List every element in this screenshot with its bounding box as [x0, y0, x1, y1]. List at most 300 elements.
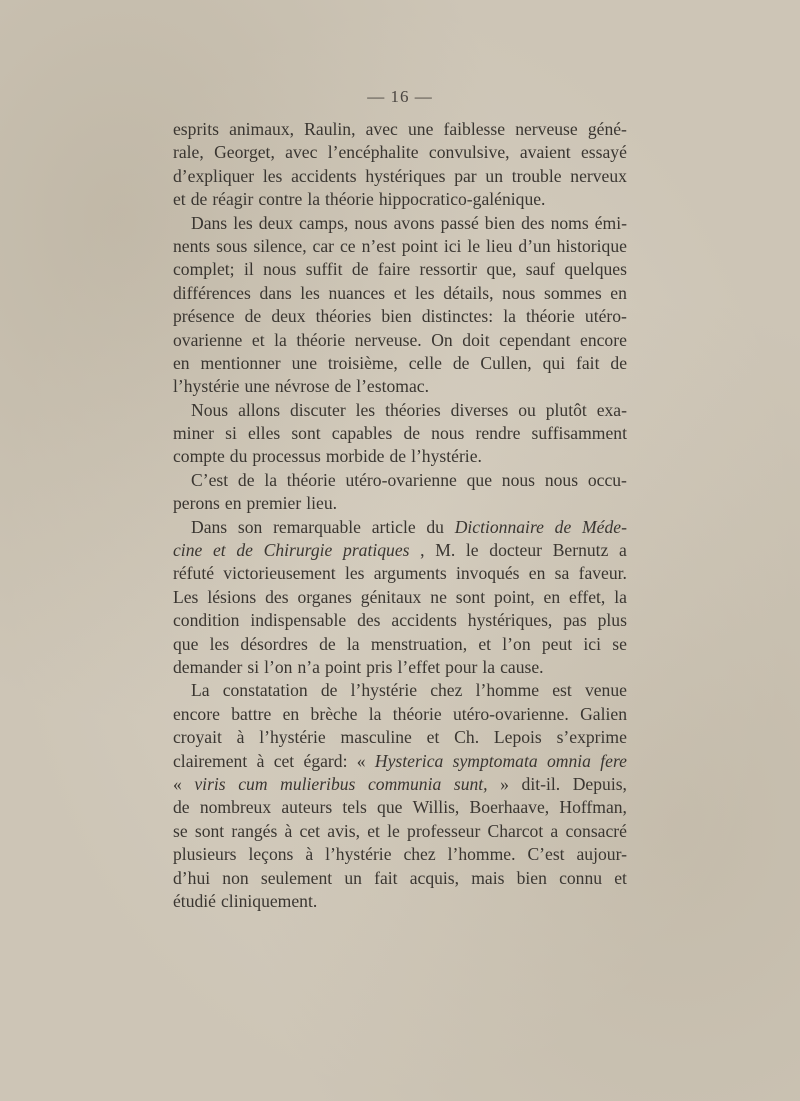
word: animaux, [229, 119, 295, 139]
word: les [344, 563, 365, 584]
word: constatation [222, 680, 308, 701]
word: compte [173, 446, 225, 467]
word: utéro-ovarienne [345, 469, 457, 490]
word: Lepois [493, 727, 542, 748]
word: d’hui [173, 867, 211, 888]
word: tels [342, 797, 367, 818]
text-line [173, 492, 627, 515]
word: en [610, 282, 627, 303]
word: nerveux [570, 165, 627, 186]
word: brèche [310, 703, 358, 724]
word: chez [430, 680, 463, 701]
word: clairement [173, 750, 248, 771]
word: doit [462, 329, 490, 350]
word: deux [258, 212, 293, 233]
word: Cullen, [480, 352, 532, 373]
word: symptomata [452, 750, 538, 771]
word: détails, [443, 282, 494, 303]
word: faiblesse [443, 119, 506, 139]
word: arguments [373, 563, 447, 584]
word: le [465, 540, 479, 561]
word: convulsive, [428, 142, 510, 163]
word: point, [494, 586, 535, 607]
text-line [173, 329, 627, 352]
word: génitaux [360, 586, 422, 607]
word: de [351, 259, 369, 280]
word: et [393, 282, 407, 303]
word: distinctes: [421, 306, 494, 327]
text-line [173, 867, 627, 890]
word: nous [502, 282, 536, 303]
word: mentionner [200, 352, 281, 373]
word: faveur. [578, 563, 627, 584]
word: Hysterica [374, 750, 444, 771]
word: Ch. [454, 727, 480, 748]
word: une [244, 376, 270, 397]
word: réfuté [173, 563, 215, 584]
word: trouble [511, 165, 562, 186]
word: géné- [587, 119, 627, 139]
word: le [467, 235, 481, 256]
word: désordres [240, 633, 308, 654]
word: des [521, 212, 545, 233]
word: de [236, 540, 253, 561]
word: « [173, 773, 182, 794]
word: il [243, 259, 254, 280]
word: sont [194, 820, 225, 841]
word: émi- [594, 212, 627, 233]
word: d’un [518, 235, 551, 256]
word: par [454, 165, 477, 186]
word: hippocratico-galénique. [378, 189, 546, 210]
word: nous [544, 469, 579, 490]
word: Willis, [412, 797, 460, 818]
word: en [173, 352, 190, 373]
word: de [452, 352, 470, 373]
word: connu [559, 867, 603, 888]
word: non [222, 867, 249, 888]
word: diverses [450, 399, 509, 420]
word: cet [299, 820, 321, 841]
word: rendre [475, 423, 521, 444]
word: menstruation, [370, 633, 468, 654]
word: remarquable [273, 516, 361, 537]
word: utéro- [584, 306, 627, 327]
word: M. [435, 540, 456, 561]
word: Hoffman, [559, 797, 627, 818]
word: fait [374, 867, 398, 888]
word: avaient [519, 142, 571, 163]
word: utéro-ovarienne. [452, 703, 569, 724]
word: de [173, 797, 190, 818]
text-line [173, 516, 627, 539]
text-line [173, 633, 627, 656]
word: avec [365, 119, 398, 139]
word: l’hystérie [173, 376, 240, 397]
word: » [500, 773, 509, 794]
word: les [415, 282, 435, 303]
word: qui [542, 352, 566, 373]
word: rale, [173, 142, 204, 163]
word: perons [173, 493, 220, 514]
word: encore [580, 329, 627, 350]
word: les [300, 282, 320, 303]
word: lieu [486, 235, 513, 256]
word: auteurs [281, 797, 333, 818]
word: névrose [274, 376, 330, 397]
word: C’est [191, 469, 229, 490]
word: égard: [303, 750, 348, 771]
text-line [173, 539, 627, 562]
word: seulement [260, 867, 333, 888]
word: nombreux [199, 797, 272, 818]
word: mais [471, 867, 505, 888]
word: ce [339, 235, 356, 256]
word: premier [246, 493, 302, 514]
word: et [251, 329, 265, 350]
word: sa [554, 563, 570, 584]
word: Georget, [214, 142, 275, 163]
text-line [173, 796, 627, 819]
text-line [173, 562, 627, 585]
word: ressortir [419, 259, 478, 280]
word: un [344, 867, 362, 888]
word: exa- [596, 399, 627, 420]
word: esprits [173, 119, 219, 139]
word: plus [597, 610, 627, 631]
word: nerveuse. [354, 329, 422, 350]
word: quelques [564, 259, 627, 280]
word: se [612, 633, 627, 654]
word: point [324, 656, 362, 677]
word: sont [455, 586, 486, 607]
word: camps, [298, 212, 349, 233]
word: de [554, 516, 572, 537]
word: cum [238, 773, 268, 794]
word: et [367, 820, 380, 841]
text-line [173, 586, 627, 609]
word: présence [173, 306, 235, 327]
word: nous [263, 259, 297, 280]
text-line [173, 282, 627, 305]
word: miner [173, 423, 215, 444]
word: théories [385, 399, 441, 420]
word: de [389, 446, 407, 467]
word: article [371, 516, 416, 537]
word: « [356, 750, 366, 771]
text-line [173, 445, 627, 468]
word: a [619, 540, 627, 561]
word: condition [173, 610, 240, 631]
word: cause. [500, 656, 544, 677]
word: plusieurs [173, 844, 237, 865]
word: des [357, 610, 381, 631]
word: les [262, 165, 283, 186]
word: hystériques [365, 165, 446, 186]
word: théorie [392, 703, 442, 724]
text-line [173, 141, 627, 164]
word: victorieusement [223, 563, 336, 584]
word: passé [440, 212, 479, 233]
word: discuter [290, 399, 346, 420]
word: lieu. [306, 493, 338, 514]
word: capables [331, 423, 393, 444]
text-line [173, 258, 627, 281]
word: nous [354, 212, 388, 233]
word: théorie [525, 306, 575, 327]
word: l’hystérie. [411, 446, 482, 467]
word: à [256, 750, 265, 771]
word: bien [484, 212, 516, 233]
text-line [173, 820, 627, 843]
word: effet, [569, 586, 606, 607]
word: noms [550, 212, 589, 233]
word: rangés [231, 820, 278, 841]
word: Charcot [487, 820, 544, 841]
word: et [426, 727, 440, 748]
word: l’hystérie [325, 844, 392, 865]
word: l’on [264, 656, 293, 677]
word: Boerhaave, [469, 797, 550, 818]
word: n’a [297, 656, 320, 677]
word: à [284, 820, 293, 841]
word: nous [501, 469, 536, 490]
word: la [482, 656, 496, 677]
word: La [191, 680, 210, 701]
word: Raulin, [304, 119, 356, 139]
word: théorie [286, 469, 336, 490]
word: venue [584, 680, 627, 701]
word: C’est [527, 844, 565, 865]
text-line [173, 609, 627, 632]
word: demander [173, 656, 243, 677]
word: suffit [305, 259, 343, 280]
word: celle [408, 352, 442, 373]
word: encore [173, 703, 220, 724]
word: omnia [546, 750, 591, 771]
word: battre [231, 703, 272, 724]
word: peut [541, 633, 573, 654]
text-line [173, 212, 627, 235]
text-line [173, 188, 627, 211]
word: professeur [407, 820, 481, 841]
word: si [247, 656, 260, 677]
text-line [173, 352, 627, 375]
word: sunt, [453, 773, 488, 794]
word: point [401, 235, 438, 256]
word: de [319, 633, 336, 654]
text-line [173, 118, 627, 141]
word: Dictionnaire [454, 516, 544, 537]
word: cliniquement. [221, 890, 318, 911]
word: une [407, 119, 434, 139]
word: que [377, 797, 403, 818]
word: occu- [587, 469, 627, 490]
word: la [503, 306, 516, 327]
word: fere [600, 750, 627, 771]
word: ovarienne [173, 329, 243, 350]
word: faire [377, 259, 411, 280]
text-line [173, 165, 627, 188]
word: différences [173, 282, 251, 303]
word: et [614, 867, 627, 888]
word: organes [297, 586, 352, 607]
word: l’homme [475, 680, 540, 701]
word: en [224, 493, 242, 514]
word: Bernutz [552, 540, 609, 561]
word: et [212, 540, 226, 561]
word: en [282, 703, 300, 724]
word: réagir [212, 189, 254, 210]
word: l’effet [397, 656, 441, 677]
word: pratiques [343, 540, 410, 561]
word: de [610, 352, 627, 373]
word: un [485, 165, 503, 186]
word: avons [393, 212, 435, 233]
word: de [244, 306, 262, 327]
word: invoqués [456, 563, 520, 584]
word: Chirurgie [263, 540, 333, 561]
word: communia [367, 773, 442, 794]
word: nuances [328, 282, 386, 303]
word: processus [252, 446, 321, 467]
word: Dans [191, 212, 228, 233]
text-line [173, 843, 627, 866]
word: bien [381, 306, 412, 327]
word: n’est [361, 235, 396, 256]
word: théorie [296, 329, 346, 350]
word: indispensable [250, 610, 347, 631]
text-line [173, 656, 627, 679]
word: Les [173, 586, 199, 607]
text-line [173, 679, 627, 702]
word: que, [486, 259, 517, 280]
word: Galien [580, 703, 627, 724]
word: morbide [325, 446, 385, 467]
word: accidents [391, 610, 457, 631]
word: , [420, 540, 425, 561]
word: complet; [173, 259, 235, 280]
text-line [173, 773, 627, 796]
word: avis, [327, 820, 361, 841]
word: la [346, 633, 360, 654]
word: pour [445, 656, 478, 677]
word: viris [194, 773, 226, 794]
text-line [173, 235, 627, 258]
word: la [274, 329, 287, 350]
word: la [307, 189, 321, 210]
word: l’encéphalite [327, 142, 419, 163]
word: avec [285, 142, 318, 163]
text-line [173, 422, 627, 445]
word: Dans [191, 516, 228, 537]
word: a [550, 820, 559, 841]
word: l’hystérie [259, 727, 326, 748]
word: suffisamment [531, 423, 627, 444]
word: de [190, 189, 208, 210]
word: ici [443, 235, 462, 256]
word: cependant [499, 329, 571, 350]
text-line [173, 703, 627, 726]
word: sommes [544, 282, 602, 303]
word: est [552, 680, 572, 701]
word: elles [247, 423, 281, 444]
word: deux [271, 306, 306, 327]
word: l’on [502, 633, 531, 654]
word: fait [576, 352, 600, 373]
word: pris [366, 656, 393, 677]
word: de [334, 376, 352, 397]
word: contre [258, 189, 303, 210]
word: la [614, 586, 627, 607]
page-number: — 16 — [367, 87, 433, 106]
word: Nous [191, 399, 229, 420]
word: que [466, 469, 492, 490]
word: troisième, [327, 352, 398, 373]
word: historique [556, 235, 627, 256]
word: en [543, 586, 561, 607]
word: à [236, 727, 245, 748]
word: en [528, 563, 546, 584]
text-line [173, 750, 627, 773]
word: si [225, 423, 237, 444]
word: accidents [291, 165, 357, 186]
word: On [431, 329, 453, 350]
word: à [305, 844, 314, 865]
word: mulieribus [280, 773, 356, 794]
word: l’estomac. [356, 376, 429, 397]
word: se [173, 820, 188, 841]
text-line [173, 399, 627, 422]
word: ne [430, 586, 447, 607]
word: du [426, 516, 444, 537]
word: de [403, 423, 421, 444]
word: la [368, 703, 382, 724]
word: ou [518, 399, 536, 420]
word: sont [291, 423, 321, 444]
word: pas [563, 610, 587, 631]
word: docteur [489, 540, 543, 561]
body-text [173, 118, 627, 913]
word: de [237, 469, 255, 490]
text-line [173, 890, 627, 913]
word: car [312, 235, 335, 256]
word: les [209, 633, 230, 654]
word: l’hystérie [350, 680, 418, 701]
word: consacré [565, 820, 627, 841]
word: une [291, 352, 317, 373]
text-line [173, 305, 627, 328]
word: lésions [207, 586, 257, 607]
word: chez [403, 844, 436, 865]
word: s’exprime [556, 727, 627, 748]
word: l’homme. [447, 844, 516, 865]
word: théorie [325, 189, 374, 210]
word: la [264, 469, 278, 490]
word: les [355, 399, 376, 420]
word: sous [216, 235, 248, 256]
text-line [173, 469, 627, 492]
word: plutôt [545, 399, 587, 420]
word: d’expliquer [173, 165, 255, 186]
word: Méde- [582, 516, 627, 537]
word: étudié [173, 890, 216, 911]
word: leçons [248, 844, 294, 865]
word: aujour- [576, 844, 627, 865]
word: cine [173, 540, 203, 561]
word: nous [431, 423, 465, 444]
word: et [478, 633, 492, 654]
